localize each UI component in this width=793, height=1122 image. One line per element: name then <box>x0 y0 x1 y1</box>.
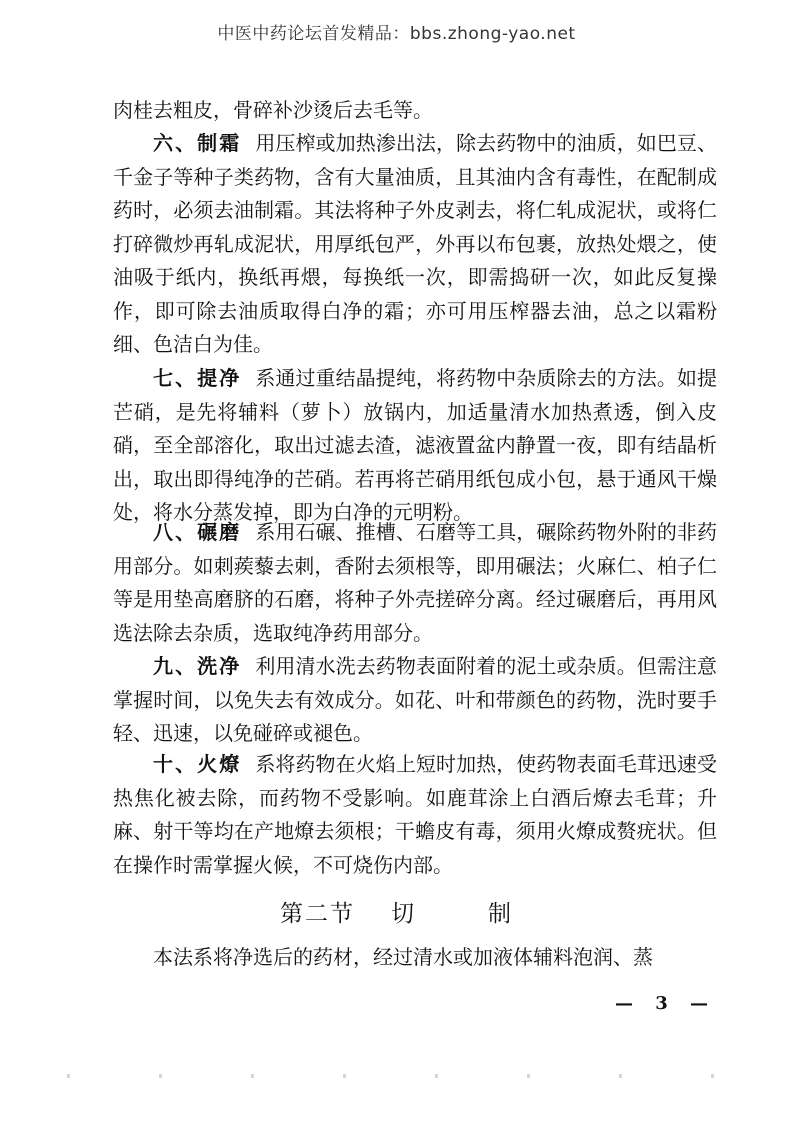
paragraph-tijing <box>113 362 717 530</box>
paragraph-zhishuang <box>113 127 717 362</box>
paragraph-text: 系用石碾、推槽、石磨等工具，碾除药物外附的非药用部分。如刺蒺藜去刺，香附去须根等，即用碾法；火麻仁、柏子仁等是用垫高磨脐的石磨，将种子外壳搓碎分离。经过碾磨后，再用风选法除去杂质，选取纯净药用部分。 <box>113 520 718 645</box>
paragraph-heading: 六、制霜 <box>153 131 242 155</box>
paragraph-text: 系通过重结晶提纯，将药物中杂质除去的方法。如提芒硝，是先将辅料（萝卜）放锅内，加适量清水加热煮透，倒入皮硝，至全部溶化，取出过滤去渣，滤液置盆内静置一夜，即有结晶析出，取出即得纯净的芒硝。若再将芒硝用纸包成小包，悬于通风干燥处，将水分蒸发掉，即为白净的元明粉。 <box>113 366 718 524</box>
paragraph-text: 用压榨或加热渗出法，除去药物中的油质，如巴豆、千金子等种子类药物，含有大量油质，且其油内含有毒性，在配制成药时，必须去油制霜。其法将种子外皮剥去，将仁轧成泥状，或将仁打碎微炒再轧成泥状，用厚纸包严，外再以布包裹，放热处煨之，使油吸于纸内，换纸再煨，每换纸一次，即需捣研一次，如此反复操作，即可除去油质取得白净的霜；亦可用压榨器去油，总之以霜粉细、色洁白为佳。 <box>113 131 718 356</box>
paragraph-text: 本法系将净选后的药材，经过清水或加液体辅料泡润、蒸 <box>153 945 653 969</box>
paragraph-nianmo <box>113 516 717 650</box>
paragraph-heading: 八、碾磨 <box>153 520 242 544</box>
section-title <box>0 895 793 928</box>
paragraph-closing <box>113 941 717 975</box>
section-title-char-1: 切 <box>391 901 416 927</box>
paragraph-heading: 九、洗净 <box>153 654 242 678</box>
page-number: — 3 — <box>615 993 717 1014</box>
page-header: 中医中药论坛首发精品：bbs.zhong-yao.net <box>217 24 576 44</box>
paragraph-huoliao <box>113 748 717 882</box>
paragraph-xijing <box>113 650 717 751</box>
paragraph-continuation <box>113 94 717 128</box>
paragraph-text: 利用清水洗去药物表面附着的泥土或杂质。但需注意掌握时间，以免失去有效成分。如花、叶和带颜色的药物，洗时要手轻、迅速，以免碰碎或褪色。 <box>113 654 718 745</box>
section-number: 第二节 <box>280 901 355 927</box>
paragraph-heading: 十、火燎 <box>153 752 242 776</box>
paragraph-text: 肉桂去粗皮，骨碎补沙烫后去毛等。 <box>113 98 433 122</box>
section-title-char-2: 制 <box>488 901 513 927</box>
paragraph-text: 系将药物在火焰上短时加热，使药物表面毛茸迅速受热焦化被去除，而药物不受影响。如鹿茸涂上白酒后燎去毛茸；升麻、射干等均在产地燎去须根；干蟾皮有毒，须用火燎成赘疣状。但在操作时需掌握火候，不可烧伤内部。 <box>113 752 718 877</box>
paragraph-heading: 七、提净 <box>153 366 242 390</box>
scan-specks <box>12 1074 782 1078</box>
